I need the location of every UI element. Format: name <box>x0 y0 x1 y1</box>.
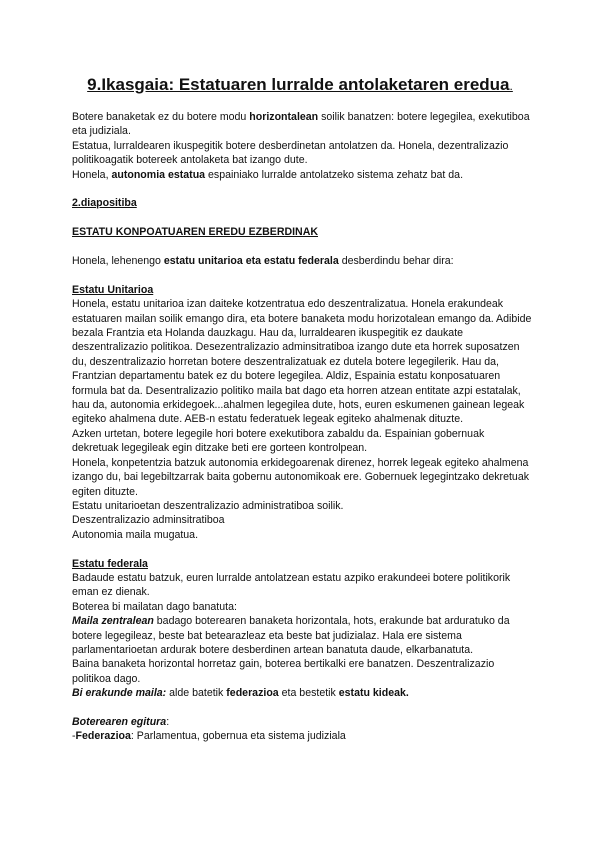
unitarioa-paragraph-6: Autonomia maila mugatua. <box>72 528 199 541</box>
federala-paragraph-1: Badaude estatu batzuk, euren lurralde antolatzean estatu azpiko erakundeei botere politikorik eman ez dienak. <box>72 571 511 599</box>
federala-heading: Estatu federala <box>72 557 148 570</box>
unitarioa-paragraph-1: Honela, estatu unitarioa izan daiteke kotzentratua edo deszentralizatua. Honela erakundeak estatuaren mailan soilik emango dira, eta botere banaketa modu horizotalean emango da. Adibide bezala Frantzia eta Holanda dauzkagu. Hau da, lurraldearen ikuspegitik ez daukate deszentralizazio politikoa. Desezentralizazio adminsitratiboa izango dute eta horrek suposatzen du, deszentralizazio horretan botere deszentralizatuak ez dutela botere legegilerik. Hau da, Frantzian departamentu batek ez du botere legegilea. Aldiz, Espainia estatu konposatuaren formula bat da. Desentralizazio politiko maila bat dago eta horren atzean entitate azpi estatalak, hau da, autonomia erkidegoek...ahalmen legegilea dute, hots, euren eskumenen gainean legeak egiteko ahalmena dute. AEB-n estatu federatuek legeak egiteko ahalmenak dituzte. <box>72 298 532 426</box>
federala-paragraph-4: Baina banaketa horizontal horretaz gain, boterea bertikalki ere banatzen. Deszentralizazio politikoa dago. <box>72 658 495 685</box>
unitarioa-heading: Estatu Unitarioa <box>72 283 154 296</box>
federala-paragraph-5: Bi erakunde maila: alde batetik federazioa eta bestetik estatu kideak. <box>72 687 409 700</box>
title-text: 9.Ikasgaia: Estatuaren lurralde antolaketaren eredua <box>87 75 510 94</box>
intro-paragraph-3: Honela, autonomia estatua espainiako lurralde antolatzeko sistema zehatz bat da. <box>72 168 464 181</box>
egitura-heading: Boterearen egitura: <box>72 715 170 728</box>
unitarioa-paragraph-5: Deszentralizazio adminsitratiboa <box>72 514 225 527</box>
federala-paragraph-2: Boterea bi mailatan dago banatuta: <box>72 600 237 613</box>
section-heading: ESTATU KONPOATUAREN EREDU EZBERDINAK <box>72 226 319 239</box>
intro-paragraph-2: Estatua, lurraldearen ikuspegitik botere desberdinetan antolatzen da. Honela, dezentralizazio politikoagatik botereek antolaketa bat izango dute. <box>72 139 509 167</box>
unitarioa-paragraph-3: Honela, konpetentzia batzuk autonomia erkidegoarenak direnez, horrek legeak egiteko ahalmena izango du, bai legebiltzarrak baita gobernu autonomikoak ere. Gobernuek legegintzako dekretuak egiten dituzte. <box>72 456 530 498</box>
federala-paragraph-3: Maila zentralean badago boterearen banaketa horizontala, hots, erakunde bat arduratuko da botere legegileaz, beste bat betearazleaz eta beste bat judizialaz. Hala ere sistema parlamentarioetan ardurak botere desberdinen artean banatuta daude, elkarbanatuta. <box>72 615 510 656</box>
slide-label: 2.diapositiba <box>72 197 137 210</box>
unitarioa-paragraph-2: Azken urtetan, botere legegile hori botere exekutibora zabaldu da. Espainian gobernuak dekretuak legegileak egin ditzake beti ere gorteen kontrolpean. <box>72 427 485 455</box>
title-dot: . <box>509 79 513 93</box>
document-body <box>72 110 532 744</box>
page-title <box>0 74 600 97</box>
egitura-item: -Federazioa: Parlamentua, gobernua eta sistema judiziala <box>72 730 346 743</box>
intro-paragraph-1: Botere banaketak ez du botere modu horizontalean soilik banatzen: botere legegilea, exekutiboa eta judiziala. <box>72 111 530 138</box>
unitarioa-paragraph-4: Estatu unitarioetan deszentralizazio administratiboa soilik. <box>72 499 344 512</box>
lead-paragraph: Honela, lehenengo estatu unitarioa eta estatu federala desberdindu behar dira: <box>72 255 454 268</box>
